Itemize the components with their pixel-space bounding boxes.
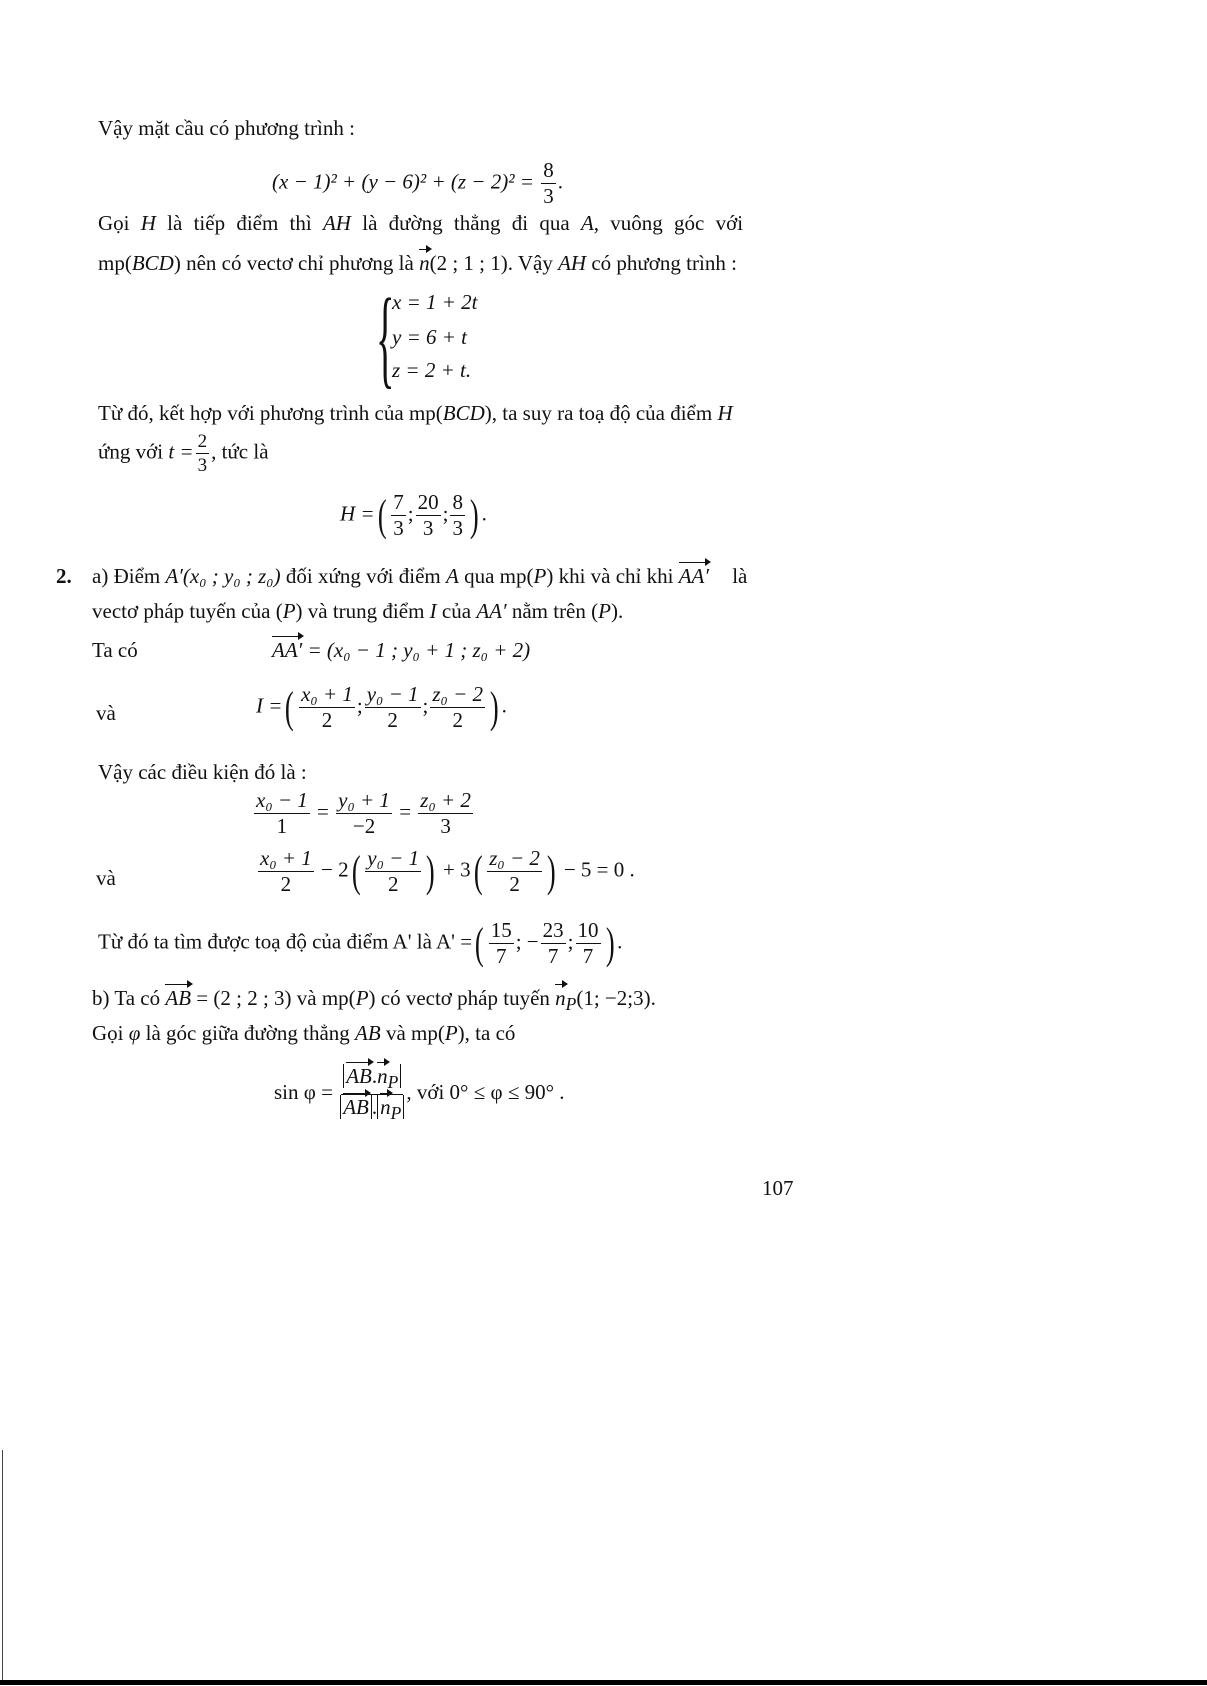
text-line: Gọi φ là góc giữa đường thẳng AB và mp(P), ta có [92, 1021, 516, 1045]
text-line: b) Ta có AB = (2 ; 2 ; 3) và mp(P) có vectơ pháp tuyến $n_P(1$; −2;3). [92, 986, 656, 1015]
fraction: $\frac{8}{3}$ [543, 158, 554, 208]
text-line: Từ đó, kết hợp với phương trình của mp(BCD), ta suy ra toạ độ của điểm H [98, 401, 733, 425]
label-taco: Ta có [92, 638, 138, 662]
text-line: Vậy mặt cầu có phương trình : [98, 116, 355, 140]
scan-edge-line [2, 1450, 3, 1680]
vector-n: n [419, 251, 430, 275]
label-va: và [96, 866, 116, 890]
sine-formula: sin φ = $\frac{AB.n_P}{AB . n_P}$ , với 0° ≤ φ ≤ 90° . [274, 1064, 565, 1123]
system-line: z = 2 + t. [392, 358, 472, 382]
sphere-equation: (x − 1)² + (y − 6)² + (z − 2)² = $\frac{8}{3}$ . [272, 158, 563, 208]
label-va: và [96, 701, 116, 725]
point-H: H =( $\frac{7}{3}$ ; $\frac{20}{3}$ ; $\frac{8}{3}$ ) . [340, 490, 487, 540]
text-line: vectơ pháp tuyến của (P) và trung điểm I của AA′ nằm trên (P). [92, 599, 624, 623]
condition-1: $\frac{\text{x₀ − 1}}{1}$ = $\frac{\text{y₀ + 1}}{-2}$ = $\frac{\text{z₀ + 2}}{3}$ [256, 788, 471, 838]
result-A-prime: Từ đó ta tìm được toạ độ của điểm A' là A' =( $\frac{15}{7}$ ; − $\frac{23}{7}$ ; $\frac{10}{7}$ ) . [98, 918, 623, 968]
midpoint-I: I =( $\frac{\text{x₀ + 1}}{2}$ ; $\frac{\text{y₀ − 1}}{2}$ ; $\frac{\text{z₀ − 2}}{2}$ ) . [256, 682, 507, 732]
text-line: mp(BCD) nên có vectơ chỉ phương là n(2 ; 1 ; 1). Vậy AH có phương trình : [98, 251, 737, 275]
system-line: x = 1 + 2t [392, 290, 478, 314]
condition-2: $\frac{\text{x₀ + 1}}{2}$ − 2( $\frac{\text{y₀ − 1}}{2}$ ) + 3( $\frac{\text{z₀ − 2}}{2}$ ) − 5 = 0 . [260, 846, 635, 896]
scan-bottom-edge [0, 1680, 1207, 1685]
system-line: y = 6 + t [392, 325, 467, 349]
text-line: ứng với t = $\frac{2}{3}$ , tức là [98, 431, 269, 476]
item-number: 2. [56, 564, 72, 588]
page-number: 107 [762, 1176, 794, 1200]
text-line: Vậy các điều kiện đó là : [98, 760, 307, 784]
brace: { [376, 276, 395, 398]
text-line: a) Điểm A′(x₀ ; y₀ ; z₀) đối xứng với điểm A qua mp(P) khi và chỉ khi AA′ là [92, 564, 748, 588]
text-line: Gọi H là tiếp điểm thì AH là đường thẳng đi qua A, vuông góc với [98, 211, 744, 235]
vector-AA-equation: AA′ = (x₀ − 1 ; y₀ + 1 ; z₀ + 2) [272, 638, 531, 662]
